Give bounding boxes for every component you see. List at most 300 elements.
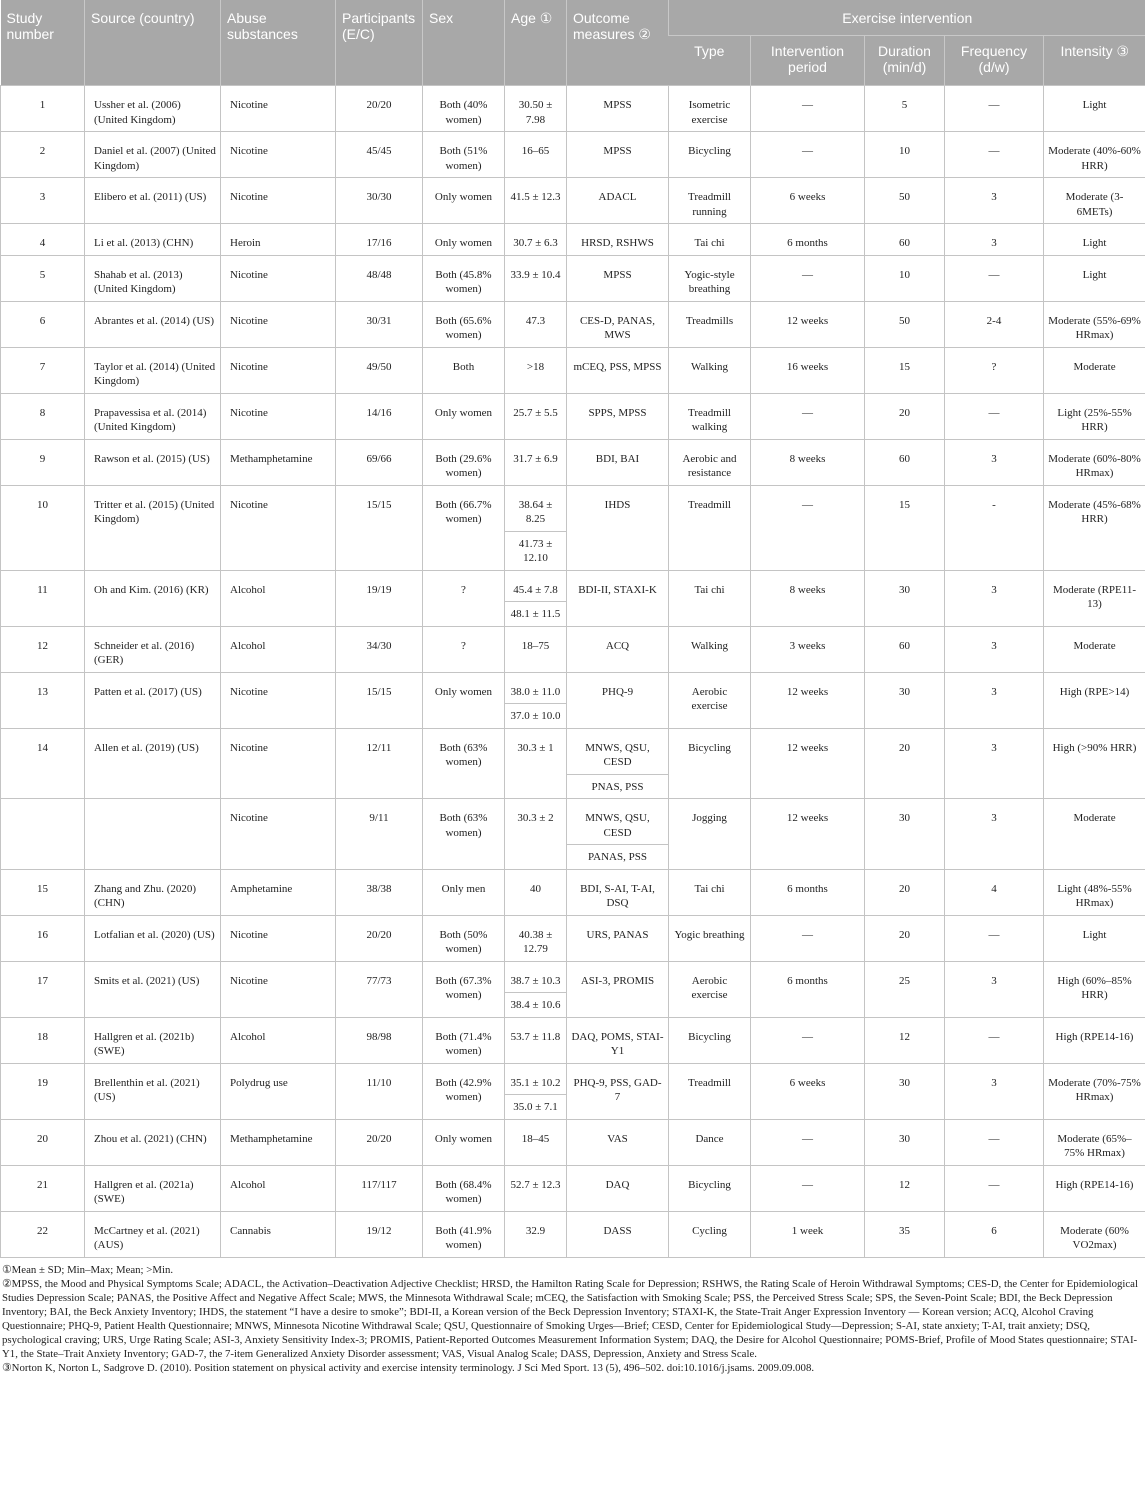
type-cell: Aerobic exercise [669,961,751,1017]
age-cell: 33.9 ± 10.4 [505,255,567,301]
source-cell: Allen et al. (2019) (US) [85,728,221,799]
age-cell: 30.3 ± 2 [505,799,567,870]
intensity-cell: Moderate [1044,799,1145,870]
sex-cell: Both (68.4% women) [423,1165,505,1211]
source-cell: Brellenthin et al. (2021) (US) [85,1063,221,1119]
duration-cell: 60 [865,439,945,485]
age-cell: >18 [505,347,567,393]
participants-cell: 48/48 [336,255,423,301]
study-number-cell: 7 [1,347,85,393]
study-number-cell: 21 [1,1165,85,1211]
table-row [1,393,1145,439]
sex-cell: Both (41.9% women) [423,1211,505,1257]
duration-cell: 20 [865,869,945,915]
frequency-cell: - [945,485,1044,570]
frequency-cell: — [945,1119,1044,1165]
outcome-cell-secondary: PANAS, PSS [567,845,669,870]
intensity-cell: Moderate (RPE11-13) [1044,570,1145,626]
source-cell: Oh and Kim. (2016) (KR) [85,570,221,626]
duration-cell: 30 [865,1063,945,1119]
type-cell: Yogic-style breathing [669,255,751,301]
duration-cell: 30 [865,799,945,870]
table-body [1,86,1145,1258]
period-cell: — [751,1119,865,1165]
duration-cell: 10 [865,255,945,301]
age-cell-secondary: 37.0 ± 10.0 [505,704,567,729]
source-cell: Li et al. (2013) (CHN) [85,224,221,256]
period-cell: — [751,132,865,178]
duration-cell: 30 [865,672,945,728]
type-cell: Isometric exercise [669,86,751,132]
table-row [1,570,1145,602]
sex-cell: Both (29.6% women) [423,439,505,485]
substance-cell: Nicotine [221,393,336,439]
frequency-cell: — [945,1017,1044,1063]
frequency-cell: 6 [945,1211,1044,1257]
period-cell: 8 weeks [751,570,865,626]
source-cell: Rawson et al. (2015) (US) [85,439,221,485]
duration-cell: 12 [865,1165,945,1211]
frequency-cell: — [945,915,1044,961]
outcome-cell: MNWS, QSU, CESD [567,799,669,845]
period-cell: — [751,485,865,570]
duration-cell: 25 [865,961,945,1017]
intensity-cell: Light [1044,255,1145,301]
duration-cell: 10 [865,132,945,178]
outcome-cell: PHQ-9, PSS, GAD-7 [567,1063,669,1119]
table-row [1,86,1145,132]
study-number-cell: 3 [1,178,85,224]
outcome-cell: MNWS, QSU, CESD [567,728,669,774]
duration-cell: 20 [865,393,945,439]
age-cell: 30.3 ± 1 [505,728,567,799]
frequency-cell: 3 [945,799,1044,870]
substance-cell: Alcohol [221,570,336,626]
substance-cell: Nicotine [221,132,336,178]
outcome-cell: URS, PANAS [567,915,669,961]
duration-cell: 20 [865,728,945,799]
age-cell: 31.7 ± 6.9 [505,439,567,485]
type-cell: Aerobic exercise [669,672,751,728]
outcome-cell: IHDS [567,485,669,570]
intensity-cell: Moderate (60%-80% HRmax) [1044,439,1145,485]
intensity-cell: High (RPE14-16) [1044,1165,1145,1211]
age-cell: 16–65 [505,132,567,178]
age-cell: 41.5 ± 12.3 [505,178,567,224]
type-cell: Treadmills [669,301,751,347]
duration-cell: 30 [865,570,945,626]
outcome-cell: CES-D, PANAS, MWS [567,301,669,347]
outcome-cell: BDI, BAI [567,439,669,485]
substance-cell: Nicotine [221,915,336,961]
age-cell: 30.50 ± 7.98 [505,86,567,132]
outcome-cell: MPSS [567,86,669,132]
duration-cell: 30 [865,1119,945,1165]
sex-cell: ? [423,626,505,672]
outcome-cell-secondary: PNAS, PSS [567,774,669,799]
type-cell: Bicycling [669,132,751,178]
duration-cell: 50 [865,301,945,347]
sex-cell: Both (50% women) [423,915,505,961]
table-row [1,132,1145,178]
source-cell: Shahab et al. (2013) (United Kingdom) [85,255,221,301]
table-row [1,255,1145,301]
table-row [1,961,1145,993]
footnote-abbreviations: ②MPSS, the Mood and Physical Symptoms Scale; ADACL, the Activation–Deactivation Adjective Checklist; HRSD, the Hamilton Rating Scale for Depression; RSHWS, the Rating Scale of Heroin Withdrawal Symptoms; CES-D, the Center for Epidemiological Studies Depression Scale; PANAS, the Positive Affect and Negative Affect Scale; MWS, the Minnesota Withdrawal Scale; mCEQ, the Satisfaction with Smoking Scale; PSS, the Perceived Stress Scale; SPS, the Seven-Point Scale; BDI, the Beck Depression Inventory; BAI, the Beck Anxiety Inventory; IHDS, the statement “I have a desire to smoke”; BDI-II, a Korean version of the Beck Depression Inventory; STAXI-K, the State-Trait Anger Expression Inventory — Korean version; ACQ, Alcohol Craving Questionnaire; PHQ-9, Patient Health Questionnaire; MNWS, Minnesota Nicotine Withdrawal Scale; QSU, Questionnaire of Smoking Urges—Brief; CESD, Center for Epidemiological Study—Depression; S-AI, state anxiety; T-AI, trait anxiety; DSQ, psychological craving; URS, Urge Rating Scale; ASI-3, Anxiety Sensitivity Index-3; PROMIS, Patient-Reported Outcomes Measurement Information System; DAQ, the Desire for Alcohol Questionnaire; POMS-Brief, Profile of Mood States questionnaire; STAI-Y1, the State–Trait Anxiety Inventory; GAD-7, the 7-item Generalized Anxiety Disorder assessment; VAS, Visual Analog Scale; DASS, Depression, Anxiety and Stress Scale. [2,1277,1138,1360]
sex-cell: Both [423,347,505,393]
period-cell: 6 months [751,961,865,1017]
duration-cell: 15 [865,347,945,393]
outcome-cell: SPPS, MPSS [567,393,669,439]
header-frequency: Frequency (d/w) [945,36,1044,86]
table-header [1,0,1145,86]
type-cell: Walking [669,347,751,393]
age-cell: 53.7 ± 11.8 [505,1017,567,1063]
intensity-cell: Moderate (70%-75% HRmax) [1044,1063,1145,1119]
frequency-cell: 3 [945,439,1044,485]
period-cell: — [751,255,865,301]
sex-cell: Both (65.6% women) [423,301,505,347]
period-cell: — [751,915,865,961]
study-number-cell: 12 [1,626,85,672]
participants-cell: 49/50 [336,347,423,393]
table-footnotes [0,1258,1145,1375]
intensity-cell: Moderate [1044,347,1145,393]
sex-cell: Only women [423,393,505,439]
header-participants: Participants (E/C) [336,0,423,86]
table-row [1,672,1145,704]
study-number-cell [1,799,85,870]
participants-cell: 38/38 [336,869,423,915]
outcome-cell: BDI-II, STAXI-K [567,570,669,626]
period-cell: 6 months [751,869,865,915]
type-cell: Treadmill [669,1063,751,1119]
table-row [1,301,1145,347]
duration-cell: 35 [865,1211,945,1257]
header-outcome-measures: Outcome measures ② [567,0,669,86]
outcome-cell: DAQ, POMS, STAI-Y1 [567,1017,669,1063]
frequency-cell: 4 [945,869,1044,915]
participants-cell: 77/73 [336,961,423,1017]
study-number-cell: 19 [1,1063,85,1119]
intensity-cell: High (>90% HRR) [1044,728,1145,799]
table-row [1,626,1145,672]
age-cell-secondary: 48.1 ± 11.5 [505,602,567,627]
period-cell: 16 weeks [751,347,865,393]
source-cell: Prapavessisa et al. (2014) (United Kingdom) [85,393,221,439]
type-cell: Aerobic and resistance [669,439,751,485]
participants-cell: 98/98 [336,1017,423,1063]
table-row [1,347,1145,393]
period-cell: 3 weeks [751,626,865,672]
source-cell: Tritter et al. (2015) (United Kingdom) [85,485,221,570]
study-number-cell: 6 [1,301,85,347]
age-cell-secondary: 41.73 ± 12.10 [505,531,567,570]
period-cell: — [751,393,865,439]
period-cell: 12 weeks [751,672,865,728]
study-number-cell: 14 [1,728,85,799]
type-cell: Tai chi [669,869,751,915]
age-cell: 35.1 ± 10.2 [505,1063,567,1095]
duration-cell: 60 [865,626,945,672]
outcome-cell: VAS [567,1119,669,1165]
age-cell: 40 [505,869,567,915]
source-cell: Ussher et al. (2006) (United Kingdom) [85,86,221,132]
participants-cell: 17/16 [336,224,423,256]
study-number-cell: 17 [1,961,85,1017]
study-number-cell: 20 [1,1119,85,1165]
participants-cell: 30/31 [336,301,423,347]
substance-cell: Alcohol [221,1165,336,1211]
study-number-cell: 1 [1,86,85,132]
period-cell: 6 months [751,224,865,256]
age-cell: 47.3 [505,301,567,347]
table-row [1,1119,1145,1165]
period-cell: — [751,86,865,132]
source-cell: Lotfalian et al. (2020) (US) [85,915,221,961]
age-cell: 25.7 ± 5.5 [505,393,567,439]
period-cell: 12 weeks [751,301,865,347]
intensity-cell: Light [1044,224,1145,256]
type-cell: Cycling [669,1211,751,1257]
age-cell: 38.64 ± 8.25 [505,485,567,531]
table-row [1,915,1145,961]
header-duration: Duration (min/d) [865,36,945,86]
age-cell: 18–45 [505,1119,567,1165]
substance-cell: Nicotine [221,86,336,132]
sex-cell: Both (66.7% women) [423,485,505,570]
type-cell: Bicycling [669,728,751,799]
source-cell: Patten et al. (2017) (US) [85,672,221,728]
frequency-cell: 3 [945,672,1044,728]
frequency-cell: — [945,86,1044,132]
intensity-cell: Light [1044,915,1145,961]
source-cell [85,799,221,870]
intensity-cell: Light [1044,86,1145,132]
source-cell: Elibero et al. (2011) (US) [85,178,221,224]
type-cell: Tai chi [669,224,751,256]
source-cell: Daniel et al. (2007) (United Kingdom) [85,132,221,178]
period-cell: 6 weeks [751,1063,865,1119]
source-cell: Hallgren et al. (2021a) (SWE) [85,1165,221,1211]
study-number-cell: 9 [1,439,85,485]
source-cell: Abrantes et al. (2014) (US) [85,301,221,347]
duration-cell: 60 [865,224,945,256]
header-intensity: Intensity ③ [1044,36,1145,86]
source-cell: Smits et al. (2021) (US) [85,961,221,1017]
header-study-number: Study number [1,0,85,86]
duration-cell: 12 [865,1017,945,1063]
participants-cell: 20/20 [336,1119,423,1165]
participants-cell: 117/117 [336,1165,423,1211]
type-cell: Treadmill walking [669,393,751,439]
frequency-cell: 3 [945,570,1044,626]
participants-cell: 34/30 [336,626,423,672]
frequency-cell: 3 [945,1063,1044,1119]
type-cell: Dance [669,1119,751,1165]
participants-cell: 9/11 [336,799,423,870]
study-number-cell: 15 [1,869,85,915]
frequency-cell: 3 [945,178,1044,224]
age-cell: 30.7 ± 6.3 [505,224,567,256]
source-cell: Zhou et al. (2021) (CHN) [85,1119,221,1165]
type-cell: Bicycling [669,1017,751,1063]
age-cell: 52.7 ± 12.3 [505,1165,567,1211]
header-type: Type [669,36,751,86]
intensity-cell: Light (48%-55% HRmax) [1044,869,1145,915]
participants-cell: 69/66 [336,439,423,485]
type-cell: Walking [669,626,751,672]
participants-cell: 20/20 [336,915,423,961]
period-cell: — [751,1017,865,1063]
intensity-cell: Moderate (55%-69% HRmax) [1044,301,1145,347]
age-cell: 38.0 ± 11.0 [505,672,567,704]
substance-cell: Alcohol [221,1017,336,1063]
outcome-cell: ASI-3, PROMIS [567,961,669,1017]
substance-cell: Nicotine [221,485,336,570]
period-cell: 12 weeks [751,728,865,799]
source-cell: Hallgren et al. (2021b) (SWE) [85,1017,221,1063]
sex-cell: Only women [423,672,505,728]
intensity-cell: Light (25%-55% HRR) [1044,393,1145,439]
substance-cell: Methamphetamine [221,1119,336,1165]
table-row [1,1017,1145,1063]
intensity-cell: Moderate (65%–75% HRmax) [1044,1119,1145,1165]
sex-cell: Both (63% women) [423,799,505,870]
age-cell-secondary: 35.0 ± 7.1 [505,1095,567,1120]
substance-cell: Nicotine [221,799,336,870]
age-cell: 45.4 ± 7.8 [505,570,567,602]
study-number-cell: 5 [1,255,85,301]
participants-cell: 19/12 [336,1211,423,1257]
outcome-cell: DAQ [567,1165,669,1211]
header-source: Source (country) [85,0,221,86]
period-cell: — [751,1165,865,1211]
header-sex: Sex [423,0,505,86]
frequency-cell: 3 [945,626,1044,672]
table-row [1,1063,1145,1095]
sex-cell: ? [423,570,505,626]
study-number-cell: 22 [1,1211,85,1257]
table-row [1,728,1145,774]
substance-cell: Alcohol [221,626,336,672]
outcome-cell: BDI, S-AI, T-AI, DSQ [567,869,669,915]
study-number-cell: 13 [1,672,85,728]
substance-cell: Cannabis [221,1211,336,1257]
duration-cell: 20 [865,915,945,961]
outcome-cell: MPSS [567,132,669,178]
substance-cell: Nicotine [221,347,336,393]
sex-cell: Both (63% women) [423,728,505,799]
age-cell: 18–75 [505,626,567,672]
header-abuse-substances: Abuse substances [221,0,336,86]
intensity-cell: Moderate (40%-60% HRR) [1044,132,1145,178]
duration-cell: 5 [865,86,945,132]
frequency-cell: 3 [945,961,1044,1017]
table-row [1,178,1145,224]
outcome-cell: mCEQ, PSS, MPSS [567,347,669,393]
header-age: Age ① [505,0,567,86]
substance-cell: Amphetamine [221,869,336,915]
table-row [1,799,1145,845]
footnote-intensity-reference: ③Norton K, Norton L, Sadgrove D. (2010). Position statement on physical activity and exercise intensity terminology. J Sci Med Sport. 13 (5), 496–502. doi:10.1016/j.jsams. 2009.09.008. [2,1361,815,1374]
type-cell: Jogging [669,799,751,870]
period-cell: 12 weeks [751,799,865,870]
intensity-cell: High (RPE14-16) [1044,1017,1145,1063]
participants-cell: 12/11 [336,728,423,799]
sex-cell: Both (45.8% women) [423,255,505,301]
substance-cell: Nicotine [221,301,336,347]
sex-cell: Only women [423,1119,505,1165]
intensity-cell: High (60%–85% HRR) [1044,961,1145,1017]
substance-cell: Nicotine [221,178,336,224]
substance-cell: Nicotine [221,728,336,799]
frequency-cell: — [945,132,1044,178]
participants-cell: 30/30 [336,178,423,224]
substance-cell: Nicotine [221,255,336,301]
period-cell: 8 weeks [751,439,865,485]
study-number-cell: 2 [1,132,85,178]
intensity-cell: Moderate [1044,626,1145,672]
duration-cell: 50 [865,178,945,224]
header-exercise-intervention: Exercise intervention [669,0,1145,36]
sex-cell: Both (71.4% women) [423,1017,505,1063]
participants-cell: 14/16 [336,393,423,439]
outcome-cell: PHQ-9 [567,672,669,728]
participants-cell: 15/15 [336,485,423,570]
frequency-cell: 3 [945,728,1044,799]
substance-cell: Polydrug use [221,1063,336,1119]
type-cell: Yogic breathing [669,915,751,961]
participants-cell: 45/45 [336,132,423,178]
source-cell: McCartney et al. (2021) (AUS) [85,1211,221,1257]
age-cell: 38.7 ± 10.3 [505,961,567,993]
table-row [1,485,1145,531]
age-cell: 32.9 [505,1211,567,1257]
period-cell: 6 weeks [751,178,865,224]
study-number-cell: 10 [1,485,85,570]
table-row [1,1165,1145,1211]
substance-cell: Nicotine [221,961,336,1017]
source-cell: Zhang and Zhu. (2020) (CHN) [85,869,221,915]
outcome-cell: MPSS [567,255,669,301]
frequency-cell: 3 [945,224,1044,256]
intensity-cell: Moderate (60% VO2max) [1044,1211,1145,1257]
study-number-cell: 18 [1,1017,85,1063]
sex-cell: Both (51% women) [423,132,505,178]
sex-cell: Only women [423,178,505,224]
substance-cell: Heroin [221,224,336,256]
study-number-cell: 16 [1,915,85,961]
substance-cell: Methamphetamine [221,439,336,485]
table-row [1,224,1145,256]
participants-cell: 11/10 [336,1063,423,1119]
type-cell: Tai chi [669,570,751,626]
outcome-cell: HRSD, RSHWS [567,224,669,256]
type-cell: Bicycling [669,1165,751,1211]
period-cell: 1 week [751,1211,865,1257]
participants-cell: 15/15 [336,672,423,728]
footnote-age: ①Mean ± SD; Min–Max; Mean; >Min. [2,1263,174,1276]
study-number-cell: 11 [1,570,85,626]
frequency-cell: ? [945,347,1044,393]
type-cell: Treadmill [669,485,751,570]
age-cell: 40.38 ± 12.79 [505,915,567,961]
substance-cell: Nicotine [221,672,336,728]
intensity-cell: Moderate (45%-68% HRR) [1044,485,1145,570]
source-cell: Taylor et al. (2014) (United Kingdom) [85,347,221,393]
frequency-cell: — [945,393,1044,439]
